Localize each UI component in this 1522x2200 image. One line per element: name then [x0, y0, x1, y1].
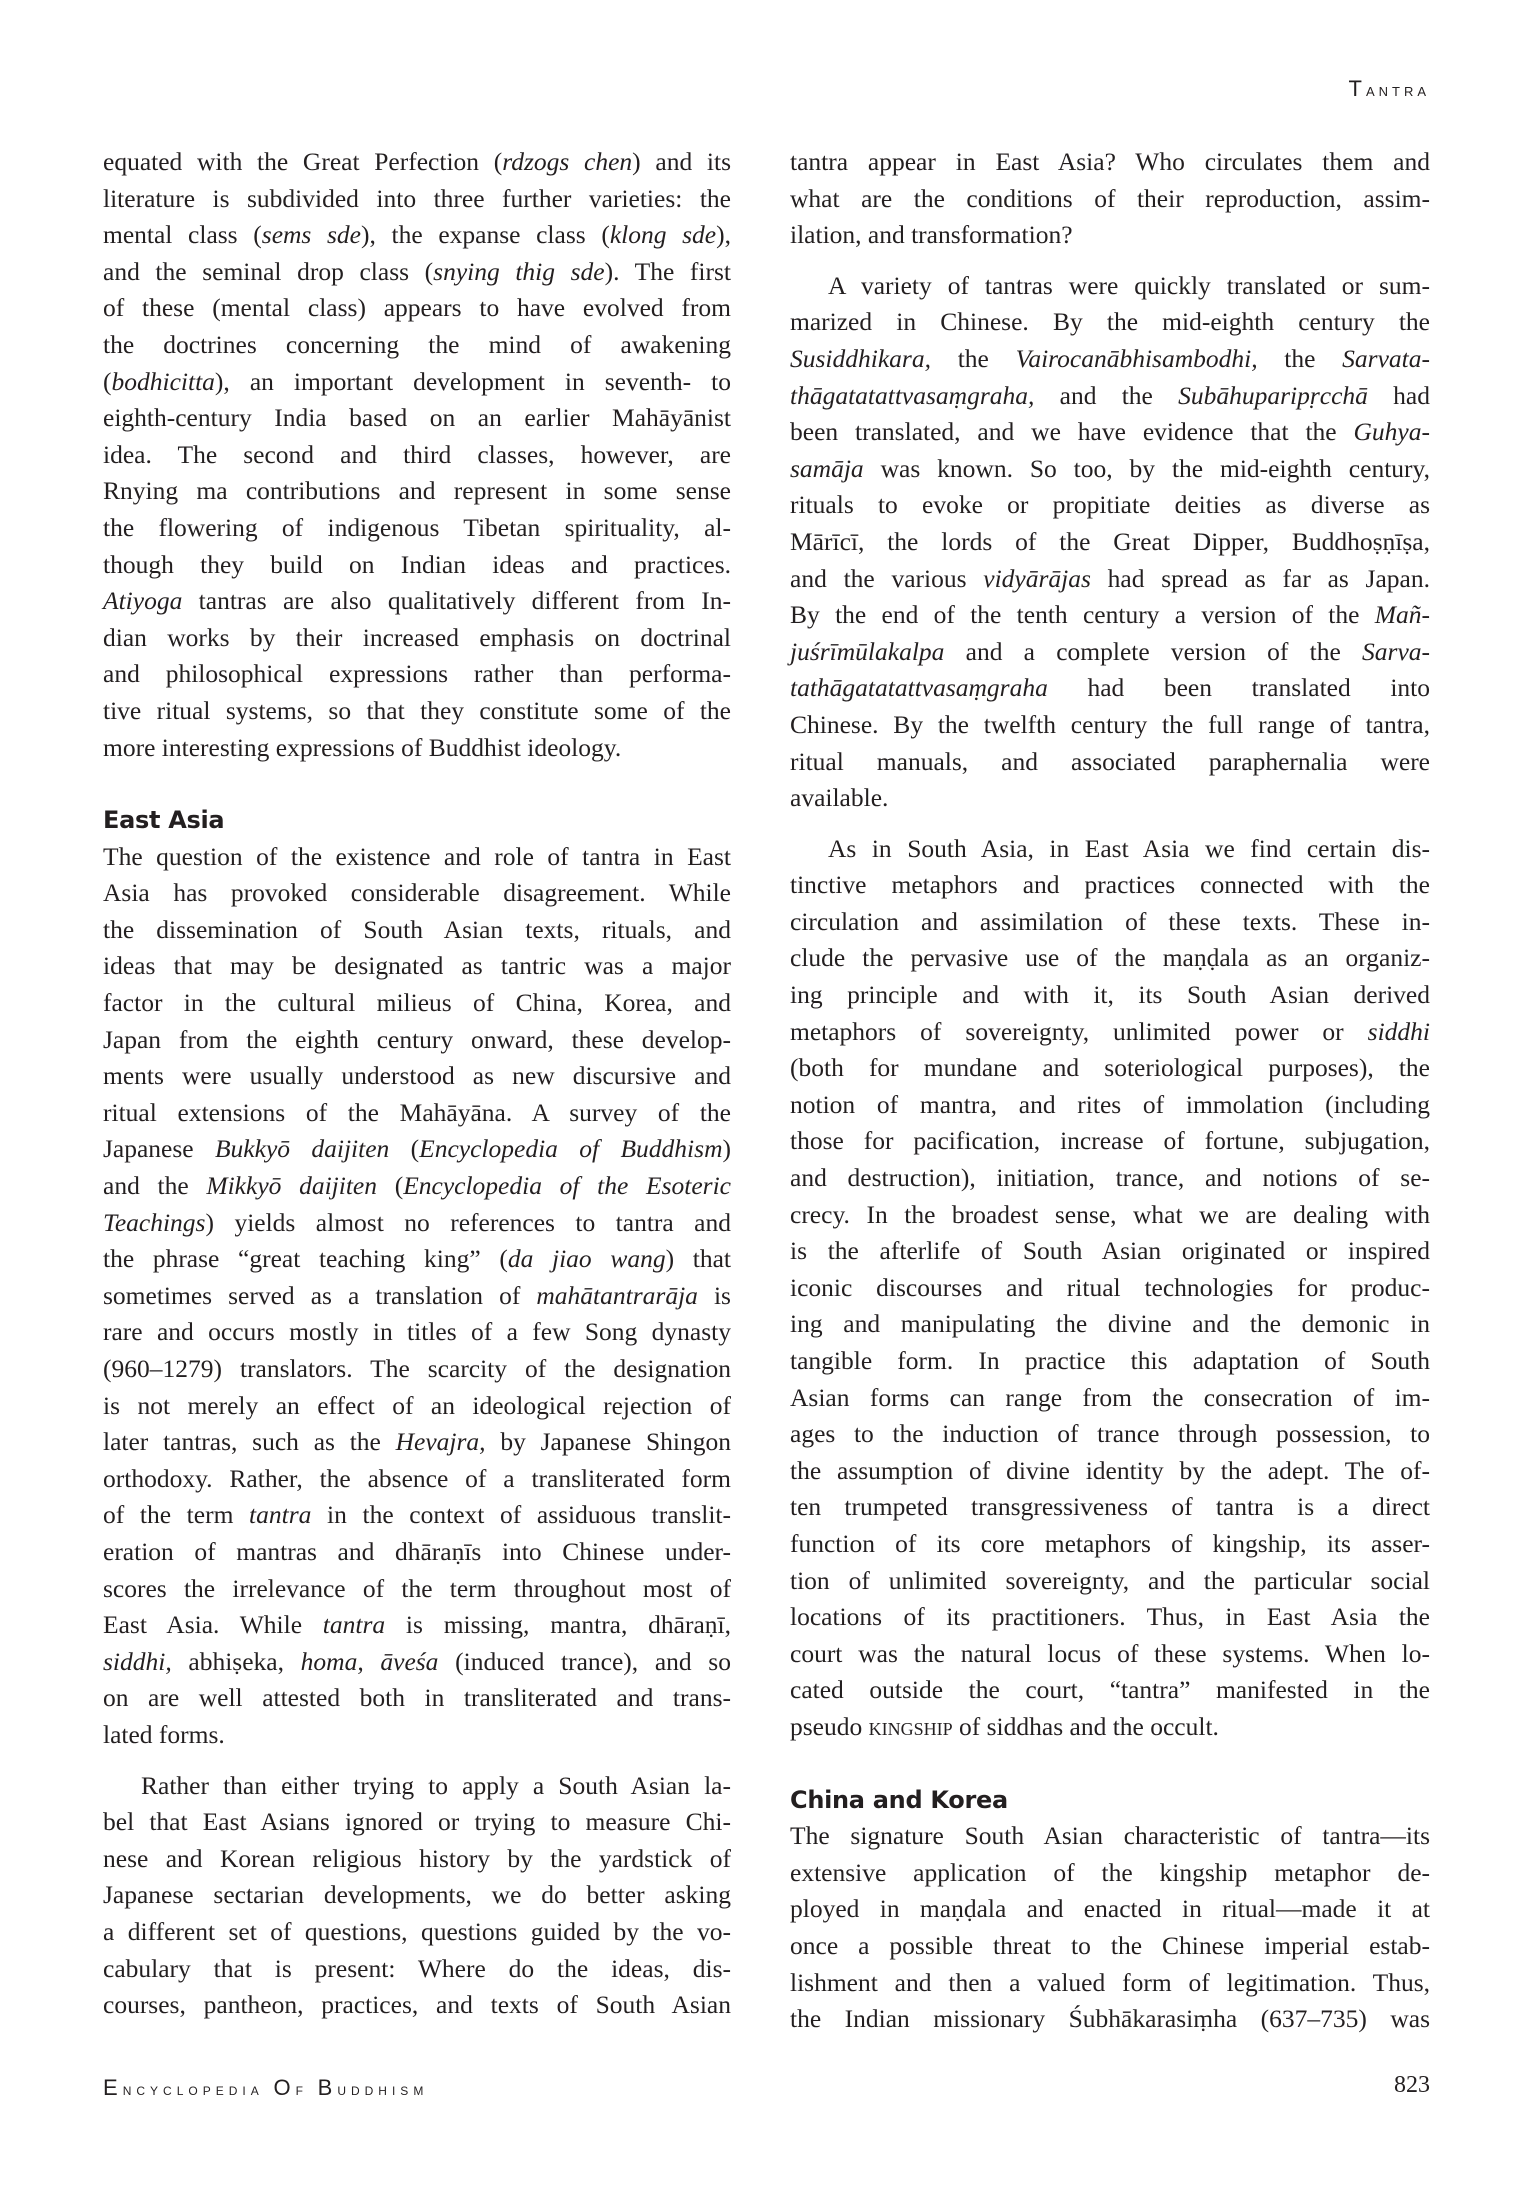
text-line: of these (mental class) appears to have evolved from — [103, 293, 731, 323]
text-line: Susiddhikara, the Vairocanābhisambodhi, the Sarvata- — [790, 343, 1430, 373]
text-line: scores the irrelevance of the term throughout most of — [103, 1573, 731, 1603]
text-line: metaphors of sovereignty, unlimited power or siddhi — [790, 1016, 1430, 1046]
text-line: is the afterlife of South Asian originated or inspired — [790, 1236, 1430, 1266]
text-line: Japan from the eighth century onward, these develop- — [103, 1024, 731, 1054]
right-column — [790, 144, 1430, 2038]
text-line: thāgatatattvasaṃgraha, and the Subāhuparipṛcchā had — [790, 380, 1430, 410]
page-number: 823 — [1394, 2072, 1430, 2098]
text-line: iconic discourses and ritual technologies for produc- — [790, 1272, 1430, 1302]
text-line: Mārīcī, the lords of the Great Dipper, Buddhoṣṇīṣa, — [790, 526, 1430, 556]
text-line: idea. The second and third classes, however, are — [103, 439, 731, 469]
text-line: function of its core metaphors of kingship, its asser- — [790, 1528, 1430, 1558]
text-line: tive ritual systems, so that they constitute some of the — [103, 695, 731, 725]
text-line: A variety of tantras were quickly translated or sum- — [828, 270, 1430, 300]
text-line: ing principle and with it, its South Asian derived — [790, 980, 1430, 1010]
paragraph — [103, 144, 731, 766]
paragraph — [103, 839, 731, 1754]
text-line: Asian forms can range from the consecration of im- — [790, 1382, 1430, 1412]
text-line: clude the pervasive use of the maṇḍala as an organiz- — [790, 943, 1430, 973]
text-line: ideas that may be designated as tantric was a major — [103, 951, 731, 981]
text-line: The question of the existence and role of tantra in East — [103, 841, 731, 871]
text-line: the dissemination of South Asian texts, rituals, and — [103, 914, 731, 944]
section-heading-china-korea: China and Korea — [790, 1785, 1008, 1814]
paragraph — [790, 1818, 1430, 2038]
text-line: Rather than either trying to apply a South Asian la- — [141, 1770, 731, 1800]
text-line: been translated, and we have evidence that the Guhya- — [790, 417, 1430, 447]
text-line: tinctive metaphors and practices connected with the — [790, 870, 1430, 900]
text-line: tangible form. In practice this adaptation of South — [790, 1346, 1430, 1375]
text-line: juśrīmūlakalpa and a complete version of the Sarva- — [790, 636, 1430, 666]
paragraph — [790, 831, 1430, 1746]
text-line: later tantras, such as the Hevajra, by Japanese Shingon — [103, 1427, 732, 1457]
text-line: locations of its practitioners. Thus, in East Asia the — [790, 1602, 1430, 1632]
text-line: bel that East Asians ignored or trying to measure Chi- — [103, 1807, 731, 1837]
text-line: lishment and then a valued form of legitimation. Thus, — [790, 1967, 1430, 1997]
paragraph — [103, 1768, 731, 2024]
text-line: nese and Korean religious history by the yardstick of — [103, 1843, 731, 1873]
text-line: ilation, and transformation? — [790, 220, 1073, 250]
text-line: equated with the Great Perfection (rdzogs chen) and its — [103, 147, 731, 176]
text-line: Asia has provoked considerable disagreement. While — [103, 878, 731, 908]
left-column — [103, 144, 731, 2024]
running-head — [1348, 76, 1430, 102]
text-line: cated outside the court, “tantra” manifested in the — [790, 1675, 1430, 1705]
text-line: tantra appear in East Asia? Who circulates them and — [790, 147, 1430, 176]
text-line: ments were usually understood as new discursive and — [103, 1061, 731, 1091]
text-line: those for pacification, increase of fortune, subjugation, — [790, 1126, 1430, 1156]
text-line: Rnying ma contributions and represent in some sense — [103, 476, 731, 506]
text-line: tion of unlimited sovereignty, and the particular social — [790, 1565, 1430, 1595]
text-line: more interesting expressions of Buddhist ideology. — [103, 732, 622, 762]
text-line: the doctrines concerning the mind of awakening — [103, 329, 731, 359]
text-line: what are the conditions of their reproduction, assim- — [790, 183, 1430, 213]
text-line: eighth-century India based on an earlier Mahāyānist — [103, 403, 731, 433]
text-line: is not merely an effect of an ideological rejection of — [103, 1390, 731, 1420]
text-line: As in South Asia, in East Asia we find certain dis- — [828, 833, 1430, 863]
footer-title-text: Encyclopedia Of Buddhism — [103, 2075, 429, 2100]
text-line: samāja was known. So too, by the mid-eighth century, — [790, 453, 1430, 483]
text-line: East Asia. While tantra is missing, mantra, dhāraṇī, — [103, 1610, 731, 1640]
text-line: ages to the induction of trance through possession, to — [790, 1419, 1430, 1449]
text-line: eration of mantras and dhāraṇīs into Chinese under- — [103, 1536, 731, 1566]
text-line: crecy. In the broadest sense, what we are dealing with — [790, 1199, 1430, 1229]
text-line: (both for mundane and soteriological purposes), the — [790, 1053, 1430, 1083]
text-line: notion of mantra, and rites of immolation (including — [790, 1089, 1430, 1119]
text-line: once a possible threat to the Chinese imperial estab- — [790, 1930, 1430, 1960]
text-line: sometimes served as a translation of mahātantrarāja is — [103, 1280, 731, 1310]
text-line: the phrase “great teaching king” (da jiao wang) that — [103, 1244, 731, 1274]
text-line: Atiyoga tantras are also qualitatively different from In- — [103, 586, 731, 616]
text-line: cabulary that is present: Where do the ideas, dis- — [103, 1953, 731, 1983]
text-line: ing and manipulating the divine and the demonic in — [790, 1309, 1430, 1339]
text-line: though they build on Indian ideas and practices. — [103, 549, 731, 579]
paragraph — [790, 144, 1430, 254]
text-line: (960–1279) translators. The scarcity of the designation — [103, 1354, 731, 1383]
text-line: By the end of the tenth century a version of the Mañ- — [790, 600, 1430, 630]
text-line: on are well attested both in transliterated and trans- — [103, 1683, 731, 1713]
text-line: Chinese. By the twelfth century the full range of tantra, — [790, 709, 1430, 739]
text-line: mental class (sems sde), the expanse class (klong sde), — [103, 220, 731, 250]
text-line: factor in the cultural milieus of China, Korea, and — [103, 988, 731, 1018]
text-line: ployed in maṇḍala and enacted in ritual—made it at — [790, 1894, 1430, 1924]
text-line: and destruction), initiation, trance, and notions of se- — [790, 1163, 1430, 1193]
text-line: of the term tantra in the context of assiduous translit- — [103, 1500, 731, 1530]
text-line: courses, pantheon, practices, and texts of South Asian — [103, 1990, 731, 2020]
text-line: ritual extensions of the Mahāyāna. A survey of the — [103, 1097, 731, 1127]
text-line: the Indian missionary Śubhākarasiṃha (637–735) was — [790, 2004, 1430, 2034]
text-line: literature is subdivided into three further varieties: the — [103, 183, 731, 213]
text-line: orthodoxy. Rather, the absence of a transliterated form — [103, 1463, 731, 1493]
text-line: available. — [790, 783, 889, 813]
text-line: (bodhicitta), an important development in seventh- to — [103, 366, 731, 396]
text-line: dian works by their increased emphasis on doctrinal — [103, 622, 731, 652]
section-heading-east-asia: East Asia — [103, 806, 225, 835]
text-line: tathāgatatattvasaṃgraha had been translated into — [790, 673, 1430, 703]
text-line: Japanese Bukkyō daijiten (Encyclopedia of Buddhism) — [103, 1134, 731, 1164]
text-line: court was the natural locus of these systems. When lo- — [790, 1638, 1430, 1668]
text-line: Teachings) yields almost no references to tantra and — [103, 1207, 731, 1237]
text-line: marized in Chinese. By the mid-eighth century the — [790, 307, 1430, 337]
text-line: rituals to evoke or propitiate deities as diverse as — [790, 490, 1430, 520]
text-line: extensive application of the kingship metaphor de- — [790, 1857, 1430, 1887]
text-line: ritual manuals, and associated paraphernalia were — [790, 746, 1430, 776]
text-line: and the various vidyārājas had spread as far as Japan. — [790, 563, 1430, 593]
text-line: and philosophical expressions rather than performa- — [103, 659, 731, 689]
text-line: siddhi, abhiṣeka, homa, āveśa (induced trance), and so — [103, 1646, 731, 1676]
running-head-text: Tantra — [1348, 76, 1430, 101]
text-line: rare and occurs mostly in titles of a few Song dynasty — [103, 1317, 731, 1347]
text-line: The signature South Asian characteristic of tantra—its — [790, 1821, 1430, 1851]
text-line: the assumption of divine identity by the adept. The of- — [790, 1455, 1430, 1485]
text-line: ten trumpeted transgressiveness of tantra is a direct — [790, 1492, 1430, 1522]
text-line: the flowering of indigenous Tibetan spirituality, al- — [103, 512, 731, 542]
text-line: and the Mikkyō daijiten (Encyclopedia of the Esoteric — [103, 1171, 731, 1201]
text-line: circulation and assimilation of these texts. These in- — [790, 906, 1430, 936]
text-line: Japanese sectarian developments, we do better asking — [103, 1880, 731, 1910]
text-line: a different set of questions, questions guided by the vo- — [103, 1916, 731, 1946]
text-line: pseudo kingship of siddhas and the occult. — [790, 1711, 1219, 1741]
footer-title — [103, 2075, 428, 2101]
text-line: and the seminal drop class (snying thig sde). The first — [103, 256, 731, 286]
paragraph — [790, 268, 1430, 817]
text-line: lated forms. — [103, 1719, 225, 1749]
